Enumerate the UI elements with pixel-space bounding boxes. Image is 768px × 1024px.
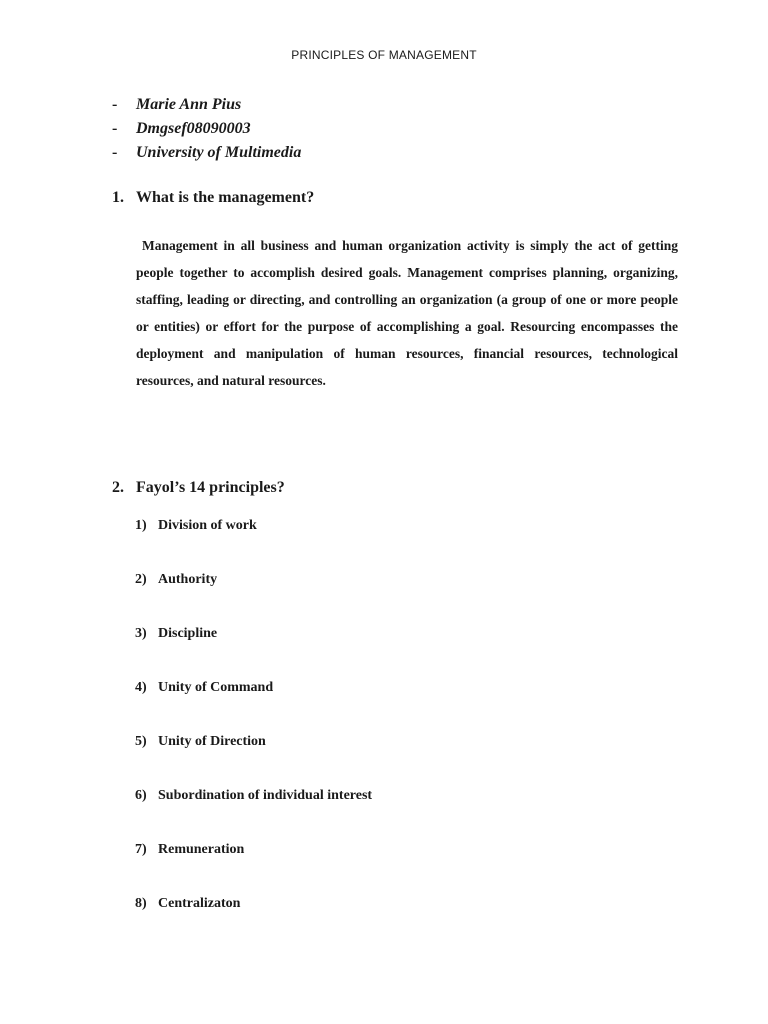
list-item xyxy=(135,836,372,890)
list-item xyxy=(135,782,372,836)
section-number: 2. xyxy=(112,479,124,496)
bullet-dash: - xyxy=(112,120,118,137)
university-line xyxy=(112,141,301,165)
item-number: 1) xyxy=(135,518,147,533)
list-item xyxy=(135,728,372,782)
item-text: Unity of Command xyxy=(158,680,274,695)
section-heading-text: Fayol’s 14 principles? xyxy=(136,479,285,496)
item-text: Unity of Direction xyxy=(158,734,266,749)
section-number: 1. xyxy=(112,189,124,206)
item-number: 6) xyxy=(135,788,147,803)
section-1-heading xyxy=(112,189,314,207)
item-text: Authority xyxy=(158,572,218,587)
university-name: University of Multimedia xyxy=(136,144,302,161)
item-text: Discipline xyxy=(158,626,218,641)
management-definition-paragraph: Management in all business and human organization activity is simply the act of getting people together to accomplish desired goals. Management comprises planning, organizing, staffing, leading or directing, and controlling an organization (a group of one or more people or entities) or effort for the purpose of accomplishing a goal. Resourcing encompasses the deployment and manipulation of human resources, financial resources, technological resources, and natural resources. xyxy=(136,238,678,388)
item-text: Division of work xyxy=(158,518,257,533)
fayol-principles-list xyxy=(135,512,372,944)
item-text: Centralizaton xyxy=(158,896,241,911)
item-number: 5) xyxy=(135,734,147,749)
list-item xyxy=(135,674,372,728)
author-name-line xyxy=(112,93,301,117)
list-item xyxy=(135,512,372,566)
section-2-heading xyxy=(112,479,285,497)
item-number: 4) xyxy=(135,680,147,695)
item-number: 3) xyxy=(135,626,147,641)
student-id: Dmgsef08090003 xyxy=(136,120,251,137)
list-item xyxy=(135,890,372,944)
list-item xyxy=(135,620,372,674)
item-number: 8) xyxy=(135,896,147,911)
item-text: Subordination of individual interest xyxy=(158,788,373,803)
author-name: Marie Ann Pius xyxy=(136,96,242,113)
section-heading-text: What is the management? xyxy=(136,189,315,206)
item-text: Remuneration xyxy=(158,842,245,857)
author-info-list xyxy=(112,93,301,165)
item-number: 7) xyxy=(135,842,147,857)
item-number: 2) xyxy=(135,572,147,587)
student-id-line xyxy=(112,117,301,141)
bullet-dash: - xyxy=(112,144,118,161)
list-item xyxy=(135,566,372,620)
bullet-dash: - xyxy=(112,96,118,113)
document-title: PRINCIPLES OF MANAGEMENT xyxy=(291,48,477,62)
